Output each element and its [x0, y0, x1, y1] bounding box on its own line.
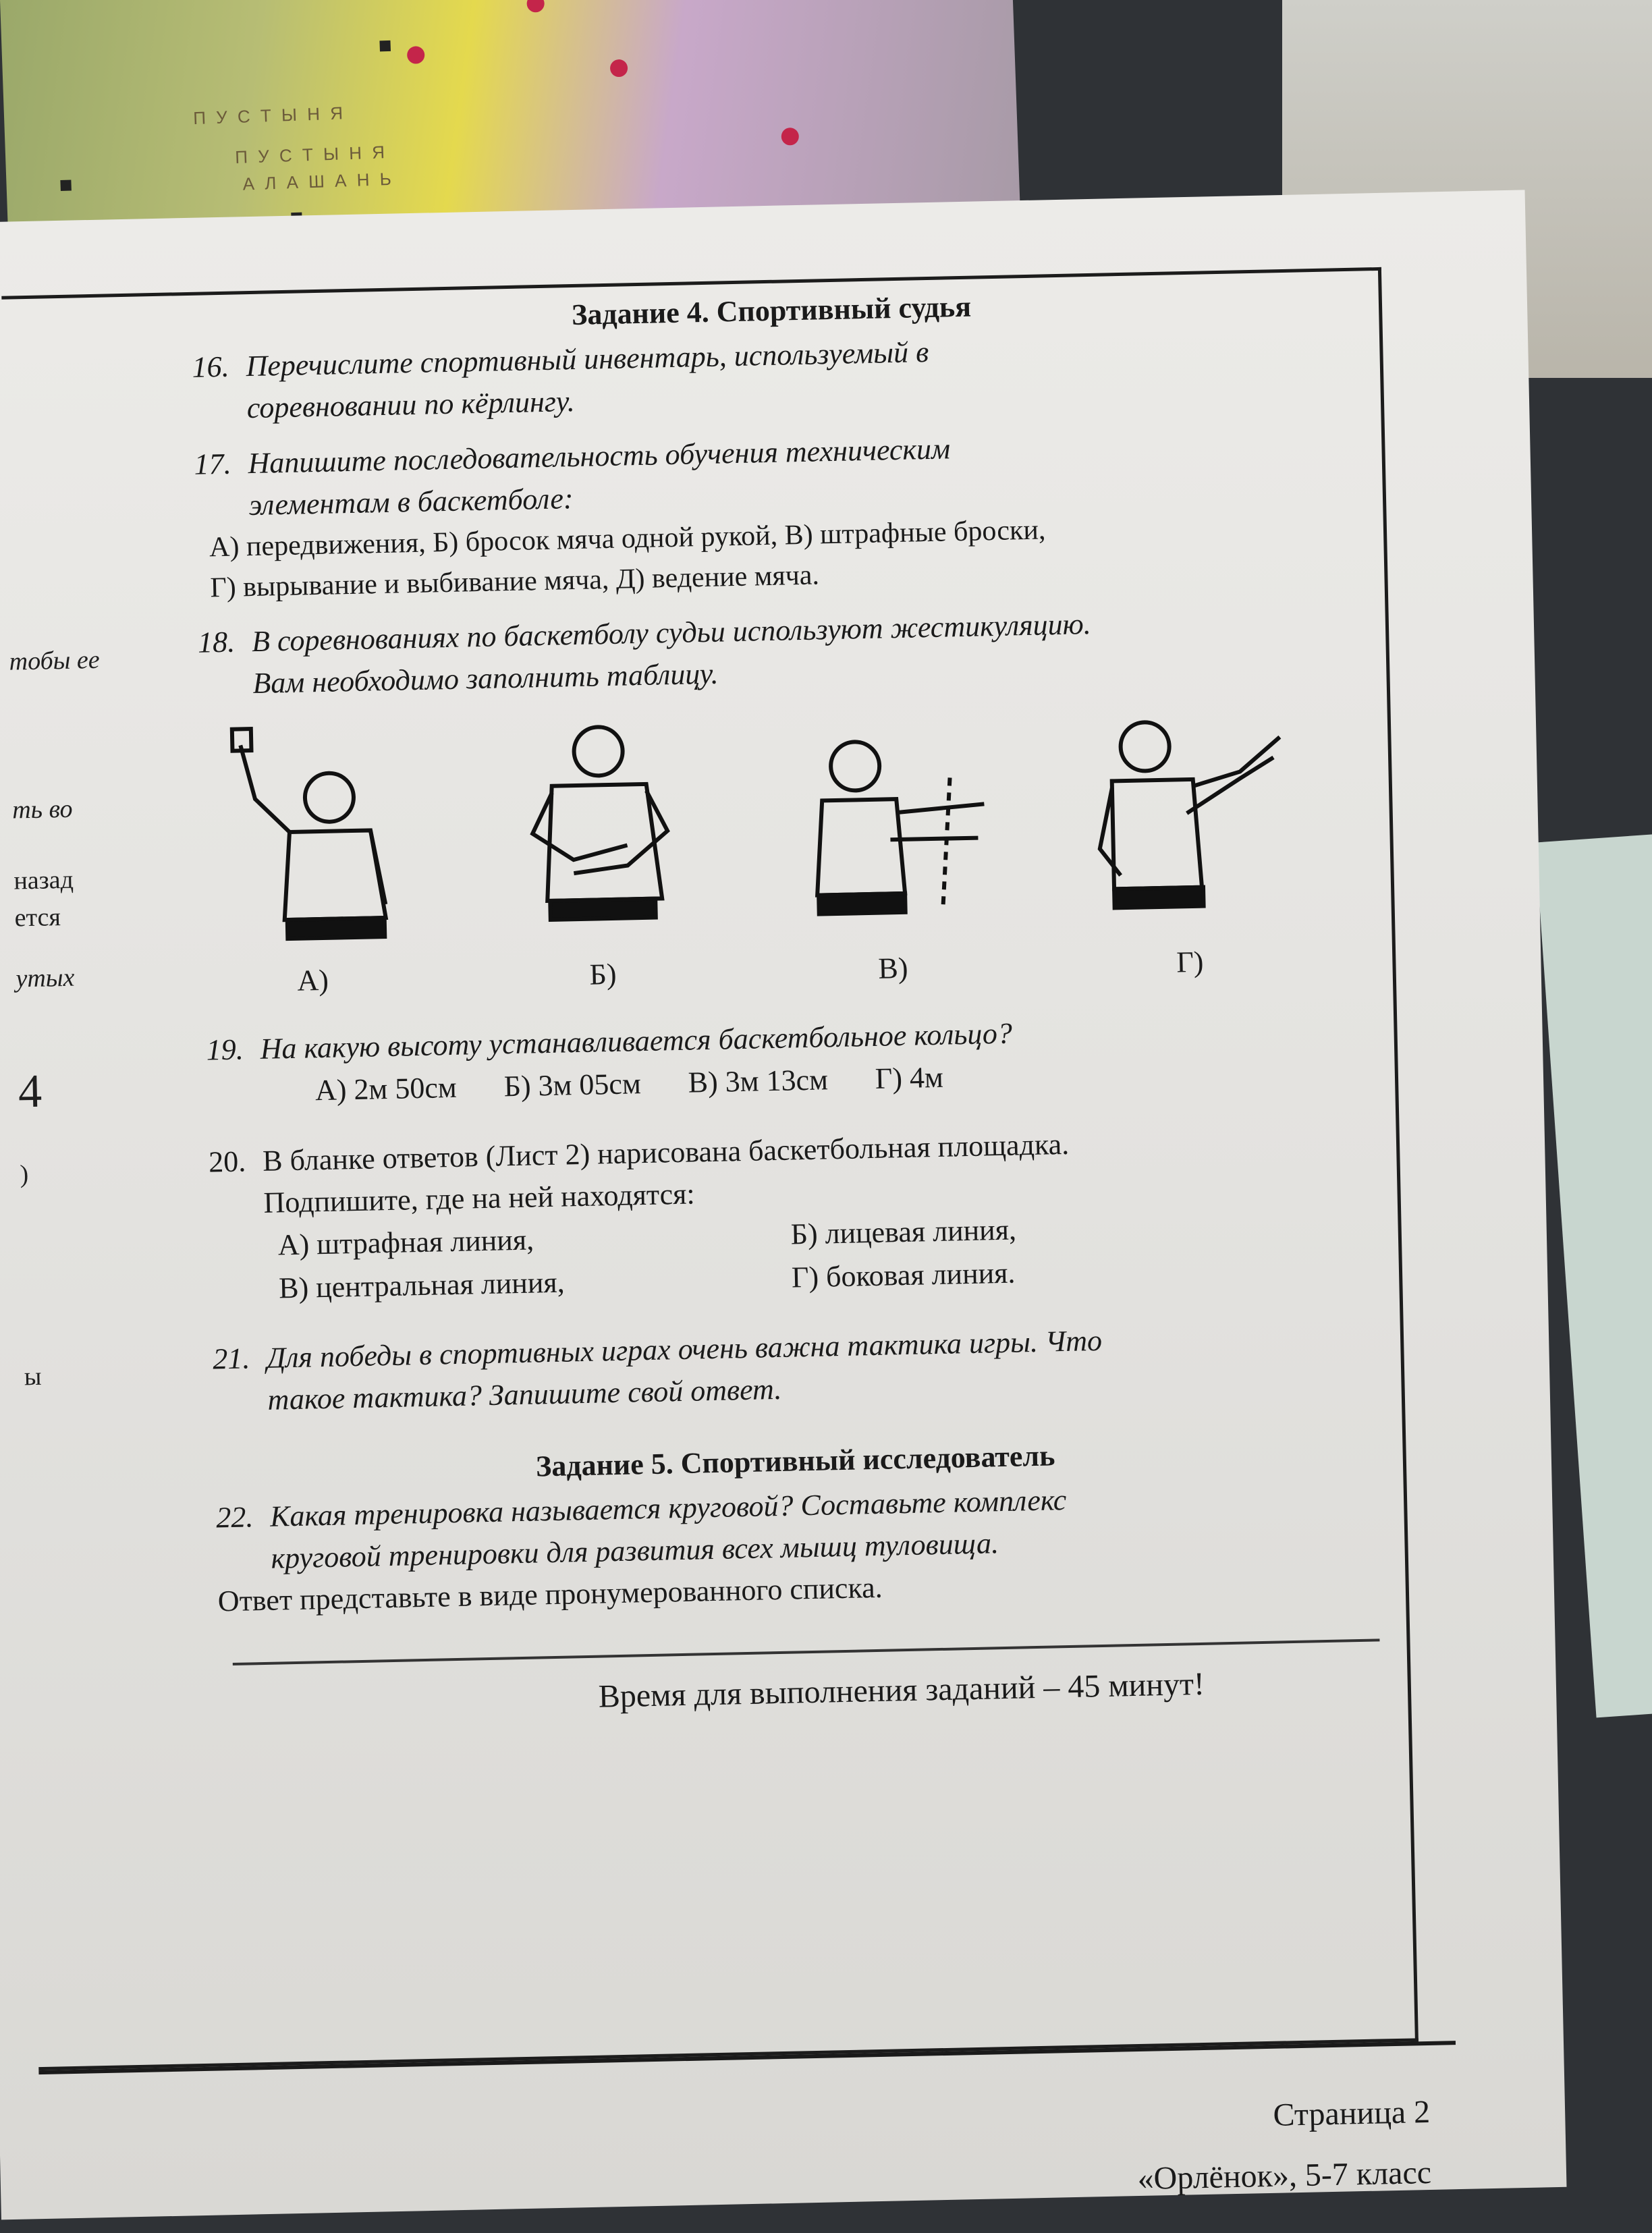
task-5-title: Задание 5. Спортивный исследователь: [535, 1439, 1055, 1483]
court-line-item: Г) боковая линия.: [791, 1256, 1016, 1294]
time-limit-note: Время для выполнения заданий – 45 минут!: [598, 1665, 1205, 1715]
gesture-figure-c: [779, 702, 1001, 991]
cut-text: назад: [13, 865, 74, 895]
question-text: такое тактика? Запишите свой ответ.: [267, 1372, 782, 1416]
map-symbol: [60, 180, 72, 191]
question-text: В бланке ответов (Лист 2) нарисована баскетбольная площадка.: [262, 1127, 1070, 1178]
cut-text: утых: [16, 963, 75, 993]
gesture-figure-d: [1076, 696, 1298, 985]
court-line-item: Б) лицевая линия,: [790, 1213, 1017, 1251]
question-number: 19.: [206, 1032, 244, 1067]
figure-caption: А): [296, 963, 329, 997]
map-label: П У С Т Ы Н Я: [192, 103, 346, 129]
question-text: Для победы в спортивных играх очень важна тактика игры. Что: [266, 1323, 1103, 1375]
referee-arm-raised-whistle-icon: [199, 715, 420, 962]
map-label: П У С Т Ы Н Я: [234, 142, 388, 167]
referee-rolling-arms-icon: [489, 709, 710, 956]
answer-option: В) 3м 13см: [688, 1063, 829, 1099]
question-text: На какую высоту устанавливается баскетбольное кольцо?: [260, 1016, 1013, 1066]
option-line: А) передвижения, Б) бросок мяча одной рукой, В) штрафные броски,: [209, 514, 1046, 563]
question-16: [192, 323, 1354, 431]
map-label: А Л А Ш А Н Ь: [242, 168, 395, 194]
page-content: [191, 281, 1381, 1724]
question-21: [213, 1314, 1375, 1422]
question-text: соревновании по кёрлингу.: [246, 384, 576, 425]
worksheet-page: [0, 190, 1566, 2220]
olympiad-name: «Орлёнок», 5-7 класс: [1137, 2154, 1432, 2197]
referee-hands-above-head-icon: [1076, 696, 1297, 944]
page-footer: [1136, 2082, 1432, 2209]
question-text: круговой тренировки для развития всех мышц туловища.: [271, 1526, 999, 1575]
figure-caption: Б): [589, 957, 617, 991]
question-number: 20.: [208, 1145, 246, 1179]
question-text: Перечислите спортивный инвентарь, используемый в: [246, 335, 929, 383]
map-city-marker: [526, 0, 545, 13]
cut-text: ы: [24, 1362, 42, 1391]
question-18: [197, 598, 1359, 706]
option-line: Г) вырывание и выбивание мяча, Д) ведение мяча.: [209, 559, 820, 604]
map-city-marker: [610, 59, 628, 78]
question-number: 22.: [215, 1500, 254, 1535]
question-text: Подпишите, где на ней находятся:: [263, 1177, 696, 1219]
question-text: Вам необходимо заполнить таблицу.: [252, 657, 719, 700]
answer-option: Г) 4м: [875, 1060, 944, 1095]
cut-figure: 4: [18, 1065, 43, 1118]
question-number: 18.: [197, 625, 236, 659]
court-line-item: В) центральная линия,: [278, 1265, 566, 1305]
cut-text: тобы ее: [9, 645, 101, 676]
figure-caption: Г): [1176, 945, 1204, 979]
page-number: Страница 2: [1272, 2093, 1431, 2133]
question-text: Напишите последовательность обучения техническим: [248, 432, 951, 480]
answer-option: Б) 3м 05см: [503, 1067, 642, 1103]
map-city-marker: [781, 128, 799, 146]
cut-text: ): [20, 1160, 29, 1189]
gesture-figure-a: [199, 715, 421, 1003]
section-divider: [233, 1638, 1380, 1665]
figure-caption: В): [877, 951, 908, 985]
task-4-title: Задание 4. Спортивный судья: [571, 290, 972, 332]
question-number: 16.: [192, 350, 230, 384]
cut-text: ется: [14, 903, 61, 933]
referee-arms-crossing-icon: [779, 702, 1000, 950]
question-text: Какая тренировка называется круговой? Составьте комплекс: [269, 1483, 1067, 1533]
gesture-figure-b: [489, 709, 711, 997]
question-22-instruction: Ответ представьте в виде пронумерованного списка.: [217, 1570, 883, 1618]
map-symbol: [379, 40, 391, 52]
question-number: 21.: [212, 1342, 250, 1376]
map-city-marker: [407, 46, 425, 64]
question-number: 17.: [194, 447, 232, 481]
question-text: В соревнованиях по баскетболу судьи используют жестикуляцию.: [251, 607, 1092, 659]
court-line-item: А) штрафная линия,: [277, 1223, 534, 1262]
answer-option: А) 2м 50см: [314, 1070, 458, 1107]
referee-gesture-figures: [199, 695, 1365, 1003]
cut-text: ть во: [11, 794, 73, 825]
question-text: элементам в баскетболе:: [248, 482, 574, 522]
